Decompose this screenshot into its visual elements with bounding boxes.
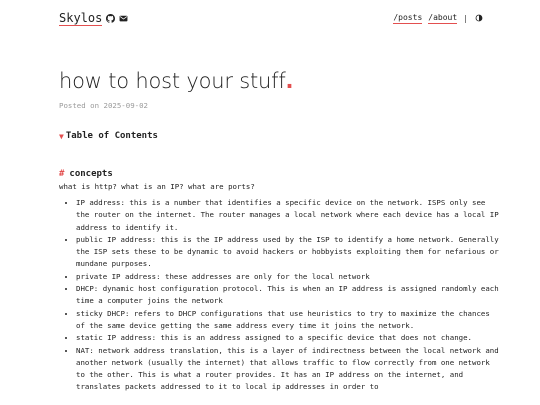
- post-title: [59, 69, 293, 93]
- toc-label: Table of Contents: [65, 131, 158, 141]
- list-item: • IP address: this is a number that identifies a specific device on the network. ISPS only see the router on the internet. The router manages a local network where each device has a local IP address to identify it.: [76, 197, 502, 234]
- list-item: • public IP address: this is the IP address used by the ISP to identify a home network. Generally the ISP sets these to be dynamic to avoid hackers or hobbyists exploiting them for nefarious or mundane purposes.: [76, 234, 502, 271]
- list-item: • private IP address: these addresses are only for the local network: [76, 271, 502, 283]
- table-of-contents-toggle[interactable]: [59, 131, 158, 141]
- post-title-text: how to host your stuff: [59, 69, 286, 93]
- caret-down-icon: ▼: [59, 131, 64, 141]
- site-header: [59, 8, 483, 28]
- top-nav: [393, 13, 483, 24]
- site-title-link[interactable]: Skylos: [59, 10, 103, 25]
- list-item: • NAT: network address translation, this is a layer of indirectness between the local network and another network (usually the internet) that allows traffic to flow correctly from one network to the other. This is what a router provides. It has an IP address on the internet, and translates packets addressed to it to local ip addresses in order to: [76, 345, 502, 394]
- list-item: • DHCP: dynamic host configuration protocol. This is when an IP address is assigned randomly each time a computer joins the network: [76, 283, 502, 308]
- list-item: • sticky DHCP: refers to DHCP configurations that use heuristics to try to maximize the chances of the same device getting the same address every time it joins the network.: [76, 308, 502, 333]
- list-item: • static IP address: this is an address assigned to a specific device that does not change.: [76, 332, 502, 344]
- nav-posts-link[interactable]: /posts: [393, 12, 423, 22]
- concepts-list: [59, 197, 502, 394]
- post-date: Posted on 2025-09-02: [59, 101, 148, 110]
- post-title-dot: .: [285, 69, 294, 93]
- theme-toggle-icon[interactable]: [474, 14, 483, 23]
- section-intro: what is http? what is an IP? what are ports?: [59, 182, 255, 191]
- nav-separator: |: [463, 13, 468, 23]
- heading-hash: #: [59, 169, 65, 180]
- mail-icon[interactable]: [119, 14, 128, 23]
- nav-about-link[interactable]: /about: [428, 12, 458, 22]
- section-heading-text: concepts: [69, 169, 113, 180]
- brand: [59, 11, 128, 26]
- github-icon[interactable]: [106, 14, 115, 23]
- section-heading: [59, 169, 113, 179]
